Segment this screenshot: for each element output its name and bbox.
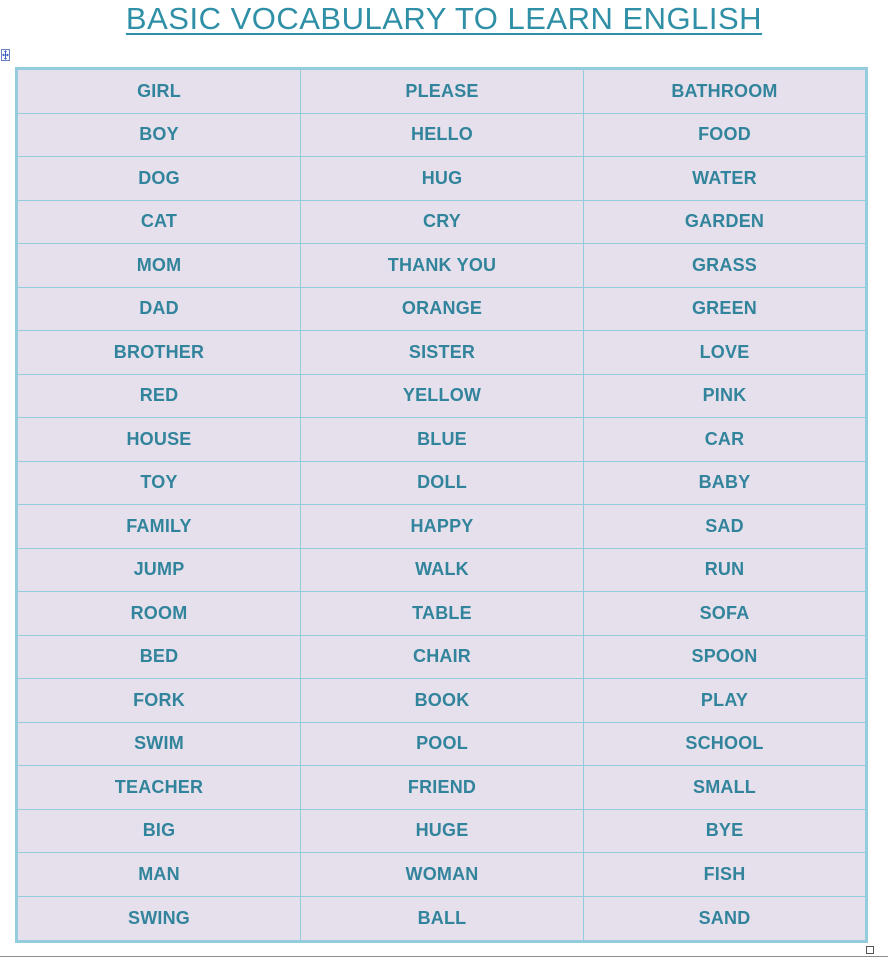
vocabulary-table bbox=[15, 67, 868, 943]
table-cell: SMALL bbox=[584, 766, 865, 810]
table-cell: MOM bbox=[18, 244, 301, 288]
table-cell: THANK YOU bbox=[301, 244, 584, 288]
table-cell: FISH bbox=[584, 853, 865, 897]
table-cell: GARDEN bbox=[584, 201, 865, 245]
table-cell: BED bbox=[18, 636, 301, 680]
table-cell: TABLE bbox=[301, 592, 584, 636]
table-cell: RUN bbox=[584, 549, 865, 593]
table-cell: PINK bbox=[584, 375, 865, 419]
page-bottom-divider bbox=[0, 956, 888, 957]
table-cell: BABY bbox=[584, 462, 865, 506]
table-cell: MAN bbox=[18, 853, 301, 897]
table-cell: SAD bbox=[584, 505, 865, 549]
table-cell: HUG bbox=[301, 157, 584, 201]
table-cell: DOLL bbox=[301, 462, 584, 506]
table-cell: PLEASE bbox=[301, 70, 584, 114]
table-cell: DAD bbox=[18, 288, 301, 332]
page-title: BASIC VOCABULARY TO LEARN ENGLISH bbox=[125, 1, 763, 36]
table-cell: POOL bbox=[301, 723, 584, 767]
table-cell: SAND bbox=[698, 907, 751, 928]
table-cell: FAMILY bbox=[18, 505, 301, 549]
table-cell: HOUSE bbox=[18, 418, 301, 462]
table-cell: WOMAN bbox=[301, 853, 584, 897]
table-cell: BIG bbox=[18, 810, 301, 854]
table-cell: BALL bbox=[301, 897, 584, 941]
table-resize-handle-icon[interactable] bbox=[866, 946, 874, 954]
table-cell: CAR bbox=[584, 418, 865, 462]
table-cell: FOOD bbox=[584, 114, 865, 158]
table-cell: CHAIR bbox=[301, 636, 584, 680]
table-cell: LOVE bbox=[584, 331, 865, 375]
table-cell: TEACHER bbox=[18, 766, 301, 810]
table-cell: SOFA bbox=[584, 592, 865, 636]
table-cell: SPOON bbox=[584, 636, 865, 680]
table-move-handle-icon[interactable] bbox=[1, 49, 10, 61]
table-cell: SCHOOL bbox=[584, 723, 865, 767]
table-cell: FRIEND bbox=[301, 766, 584, 810]
table-cell: HUGE bbox=[301, 810, 584, 854]
table-cell: GIRL bbox=[18, 70, 301, 114]
table-cell: CAT bbox=[18, 201, 301, 245]
table-cell: BOY bbox=[18, 114, 301, 158]
table-cell: RED bbox=[18, 375, 301, 419]
table-cell: SWING bbox=[18, 897, 301, 941]
table-cell: WALK bbox=[301, 549, 584, 593]
table-cell: BYE bbox=[584, 810, 865, 854]
table-cell: GREEN bbox=[584, 288, 865, 332]
table-cell: PLAY bbox=[584, 679, 865, 723]
table-cell: CRY bbox=[301, 201, 584, 245]
table-cell: BOOK bbox=[301, 679, 584, 723]
table-cell: SWIM bbox=[18, 723, 301, 767]
table-cell: DOG bbox=[18, 157, 301, 201]
table-cell: YELLOW bbox=[301, 375, 584, 419]
table-cell: FORK bbox=[18, 679, 301, 723]
table-cell: BATHROOM bbox=[584, 70, 865, 114]
table-cell: TOY bbox=[18, 462, 301, 506]
table-cell: WATER bbox=[584, 157, 865, 201]
table-cell: JUMP bbox=[18, 549, 301, 593]
table-cell: ROOM bbox=[18, 592, 301, 636]
table-cell: HAPPY bbox=[301, 505, 584, 549]
table-cell: BLUE bbox=[301, 418, 584, 462]
table-cell: SISTER bbox=[301, 331, 584, 375]
table-cell: GRASS bbox=[584, 244, 865, 288]
table-cell: HELLO bbox=[301, 114, 584, 158]
table-cell: BROTHER bbox=[18, 331, 301, 375]
table-cell: ORANGE bbox=[301, 288, 584, 332]
